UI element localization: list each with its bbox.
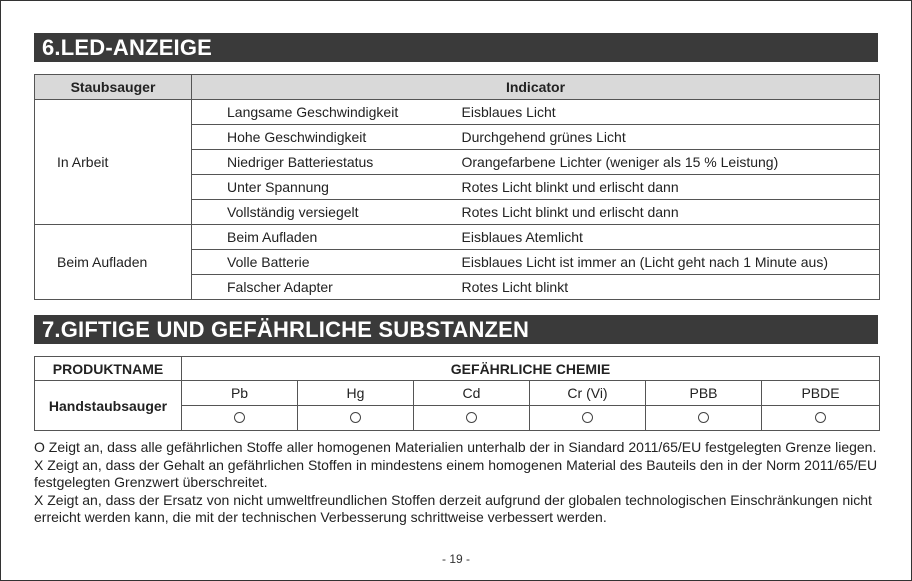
compliance-circle-icon [298, 406, 414, 431]
led-header-row [35, 75, 880, 100]
status-charging: Beim Aufladen [35, 225, 192, 300]
condition-cell: Beim Aufladen [192, 225, 411, 250]
page-number: - 19 - [441, 552, 470, 566]
condition-cell: Falscher Adapter [192, 275, 411, 300]
note-paragraph: O Zeigt an, dass alle gefährlichen Stoffe aller homogenen Materialien unterhalb der in Siandard 2011/65/EU festgelegten Grenze liegen. [34, 439, 877, 455]
header-vacuum: Staubsauger [35, 75, 192, 100]
substance-name: Cr (Vi) [530, 381, 646, 406]
indicator-cell: Durchgehend grünes Licht [411, 125, 880, 150]
substance-name: Hg [298, 381, 414, 406]
section-title-led: 6.LED-ANZEIGE [34, 33, 878, 62]
indicator-cell: Eisblaues Licht ist immer an (Licht geht nach 1 Minute aus) [411, 250, 880, 275]
substance-name: Pb [182, 381, 298, 406]
condition-cell: Niedriger Batteriestatus [192, 150, 411, 175]
table-row [35, 100, 880, 125]
note-paragraph: X Zeigt an, dass der Gehalt an gefährlichen Stoffen in mindestens einem homogenen Material des Bauteils den in der Norm 2011/65/EU festgelegten Grenzwert überschreitet. [34, 456, 878, 490]
indicator-cell: Rotes Licht blinkt und erlischt dann [411, 175, 880, 200]
substance-names-row [35, 381, 880, 406]
condition-cell: Vollständig versiegelt [192, 200, 411, 225]
substance-name: PBDE [762, 381, 880, 406]
header-hazardous-chemicals: GEFÄHRLICHE CHEMIE [182, 357, 880, 381]
led-table [34, 74, 880, 300]
compliance-circle-icon [762, 406, 880, 431]
product-name-cell: Handstaubsauger [35, 381, 182, 431]
header-product-name: PRODUKTNAME [35, 357, 182, 381]
substances-header-row [35, 357, 880, 381]
status-in-operation: In Arbeit [35, 100, 192, 225]
compliance-circle-icon [646, 406, 762, 431]
substance-name: Cd [414, 381, 530, 406]
compliance-circle-icon [414, 406, 530, 431]
header-indicator: Indicator [192, 75, 880, 100]
indicator-cell: Orangefarbene Lichter (weniger als 15 % Leistung) [411, 150, 880, 175]
substances-table [34, 356, 880, 431]
substance-name: PBB [646, 381, 762, 406]
note-paragraph: X Zeigt an, dass der Ersatz von nicht umweltfreundlichen Stoffen derzeit aufgrund der globalen technologischen Einschränkungen nicht erreicht werden kann, die mit der technischen Verbesserung schrittweise verbessert werden. [34, 491, 872, 525]
notes-block [34, 439, 884, 527]
compliance-circle-icon [530, 406, 646, 431]
condition-cell: Langsame Geschwindigkeit [192, 100, 411, 125]
indicator-cell: Rotes Licht blinkt [411, 275, 880, 300]
condition-cell: Hohe Geschwindigkeit [192, 125, 411, 150]
indicator-cell: Eisblaues Licht [411, 100, 880, 125]
condition-cell: Volle Batterie [192, 250, 411, 275]
indicator-cell: Eisblaues Atemlicht [411, 225, 880, 250]
condition-cell: Unter Spannung [192, 175, 411, 200]
section-title-substances: 7.GIFTIGE UND GEFÄHRLICHE SUBSTANZEN [34, 315, 878, 344]
compliance-circle-icon [182, 406, 298, 431]
indicator-cell: Rotes Licht blinkt und erlischt dann [411, 200, 880, 225]
table-row [35, 225, 880, 250]
